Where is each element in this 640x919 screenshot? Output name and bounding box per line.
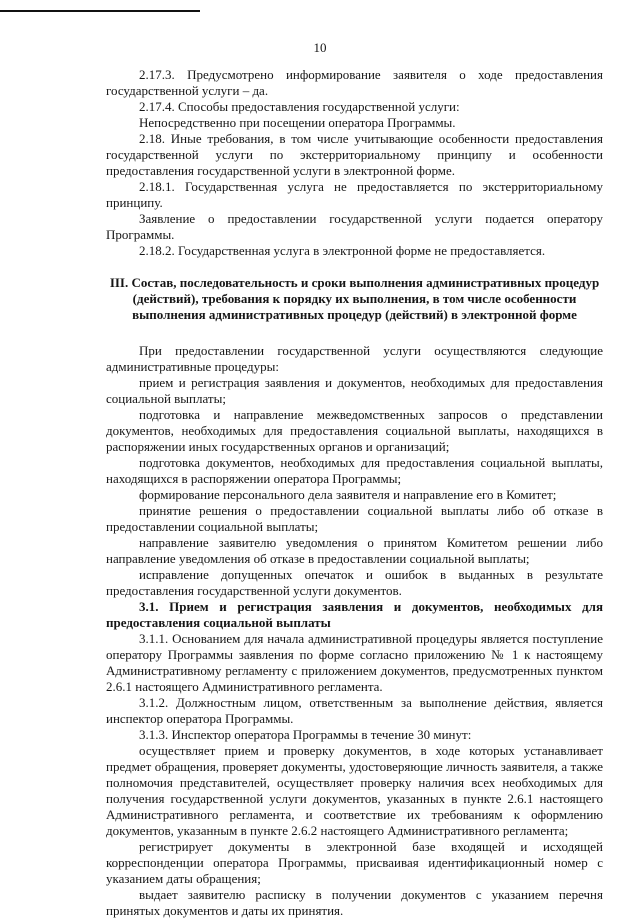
paragraph-2-18-1: 2.18.1. Государственная услуга не предоставляется по экстерриториальному принципу. xyxy=(106,179,603,210)
procedure-item: направление заявителю уведомления о принятом Комитетом решении либо направление уведомления об отказе в предоставлении социальной выплаты; xyxy=(106,535,603,566)
paragraph-2-17-4: 2.17.4. Способы предоставления государственной услуги: xyxy=(139,99,460,114)
paragraph-procedures-intro: При предоставлении государственной услуги осуществляются следующие административные процедуры: xyxy=(106,343,603,374)
paragraph-3-1-1: 3.1.1. Основанием для начала административной процедуры является поступление оператору Программы заявления по форме согласно приложению № 1 к настоящему Административному регламенту с приложением документов, предусмотренных пунктом 2.6.1 настоящего Административного регламента. xyxy=(106,631,603,694)
paragraph-3-1-2: 3.1.2. Должностным лицом, ответственным за выполнение действия, является инспектор оператора Программы. xyxy=(106,695,603,726)
paragraph-3-1-3: 3.1.3. Инспектор оператора Программы в течение 30 минут: xyxy=(139,727,472,742)
procedure-item: подготовка и направление межведомственных запросов о представлении документов, необходимых для предоставления социальной выплаты, находящихся в распоряжении иных государственных органов и организаций; xyxy=(106,407,603,454)
paragraph-2-17-3: 2.17.3. Предусмотрено информирование заявителя о ходе предоставления государственной услуги – да. xyxy=(106,67,603,98)
paragraph-2-18-2: 2.18.2. Государственная услуга в электронной форме не предоставляется. xyxy=(139,243,546,258)
inspector-action: регистрирует документы в электронной базе входящей и исходящей корреспонденции оператора Программы, присваивая идентификационный номер с указанием даты обращения; xyxy=(106,839,603,886)
header-rule xyxy=(0,10,200,12)
paragraph-application-submitted: Заявление о предоставлении государственной услуги подается оператору Программы. xyxy=(106,211,603,242)
inspector-action: выдает заявителю расписку в получении документов с указанием перечня принятых документов и даты их принятия. xyxy=(106,887,603,918)
paragraph-direct-visit: Непосредственно при посещении оператора Программы. xyxy=(139,115,456,130)
procedure-item: исправление допущенных опечаток и ошибок в выданных в результате предоставления государственной услуги документов. xyxy=(106,567,603,598)
procedure-item: прием и регистрация заявления и документов, необходимых для предоставления социальной выплаты; xyxy=(106,375,603,406)
inspector-action: осуществляет прием и проверку документов, в ходе которых устанавливает предмет обращения, проверяет документы, удостоверяющие личность заявителя, а также полномочия представителей, осуществляет проверку наличия всех необходимых для получения государственной услуги документов, указанных в пункте 2.6.1 настоящего Административного регламента, и соответствие их требованиям к оформлению документов, указанным в пункте 2.6.2 настоящего Административного регламента; xyxy=(106,743,603,838)
subsection-3-1-heading: 3.1. Прием и регистрация заявления и документов, необходимых для предоставления социальной выплаты xyxy=(106,599,603,630)
procedure-item: формирование персонального дела заявителя и направление его в Комитет; xyxy=(139,487,557,502)
procedure-item: принятие решения о предоставлении социальной выплаты либо об отказе в предоставлении социальной выплаты; xyxy=(106,503,603,534)
paragraph-2-18: 2.18. Иные требования, в том числе учитывающие особенности предоставления государственной услуги по экстерриториальному принципу и особенности предоставления государственной услуги в электронной форме. xyxy=(106,131,603,178)
page-number: 10 xyxy=(313,40,327,55)
section-iii-heading: III. Состав, последовательность и сроки выполнения административных процедур (действий), требования к порядку их выполнения, в том числе особенности выполнения административных процедур (действий) в электронной форме xyxy=(109,275,600,322)
page-body xyxy=(106,67,603,919)
procedure-item: подготовка документов, необходимых для предоставления социальной выплаты, находящихся в распоряжении оператора Программы; xyxy=(106,455,603,486)
